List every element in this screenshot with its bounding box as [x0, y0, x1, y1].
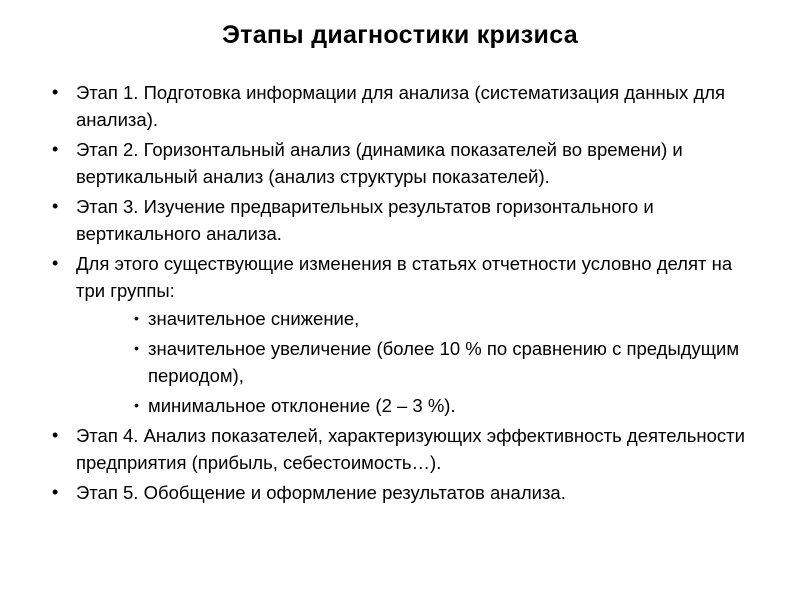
- slide-title: Этапы диагностики кризиса: [222, 21, 578, 49]
- list-item-text: Этап 1. Подготовка информации для анализа (систематизация данных для анализа).: [76, 82, 726, 130]
- list-item: [46, 193, 746, 247]
- bullet-icon: •: [52, 139, 59, 159]
- list-item: [46, 79, 746, 133]
- bullet-icon: •: [52, 82, 59, 102]
- list-item-text: Этап 5. Обобщение и оформление результатов анализа.: [76, 482, 566, 503]
- list-item: [46, 136, 746, 190]
- sub-list-item: [76, 392, 746, 419]
- sub-bullet-icon: •: [134, 340, 139, 356]
- sub-bullet-icon: •: [134, 310, 139, 326]
- bullet-icon: •: [52, 482, 59, 502]
- bullet-list: [46, 79, 746, 509]
- list-item-text: Этап 4. Анализ показателей, характеризующих эффективность деятельности предприятия (прибыль, себестоимость…).: [76, 425, 745, 473]
- sub-list-item-text: значительное увеличение (более 10 % по сравнению с предыдущим периодом),: [148, 338, 740, 386]
- list-item-text: Этап 3. Изучение предварительных результатов горизонтального и вертикального анализа.: [76, 196, 654, 244]
- list-item-text: Этап 2. Горизонтальный анализ (динамика показателей во времени) и вертикальный анализ (анализ структуры показателей).: [76, 139, 683, 187]
- bullet-icon: •: [52, 196, 59, 216]
- list-item: [46, 422, 746, 476]
- bullet-icon: •: [52, 253, 59, 273]
- list-item: [46, 479, 746, 506]
- list-item-text: Для этого существующие изменения в статьях отчетности условно делят на три группы:: [76, 253, 733, 301]
- sub-list-item-text: значительное снижение,: [148, 308, 360, 329]
- bullet-icon: •: [52, 425, 59, 445]
- sub-list-item: [76, 305, 746, 332]
- sub-list-item-text: минимальное отклонение (2 – 3 %).: [148, 395, 456, 416]
- sub-list-item: [76, 335, 746, 389]
- sub-bullet-list: [76, 305, 746, 419]
- sub-bullet-icon: •: [134, 397, 139, 413]
- list-item: [46, 250, 746, 419]
